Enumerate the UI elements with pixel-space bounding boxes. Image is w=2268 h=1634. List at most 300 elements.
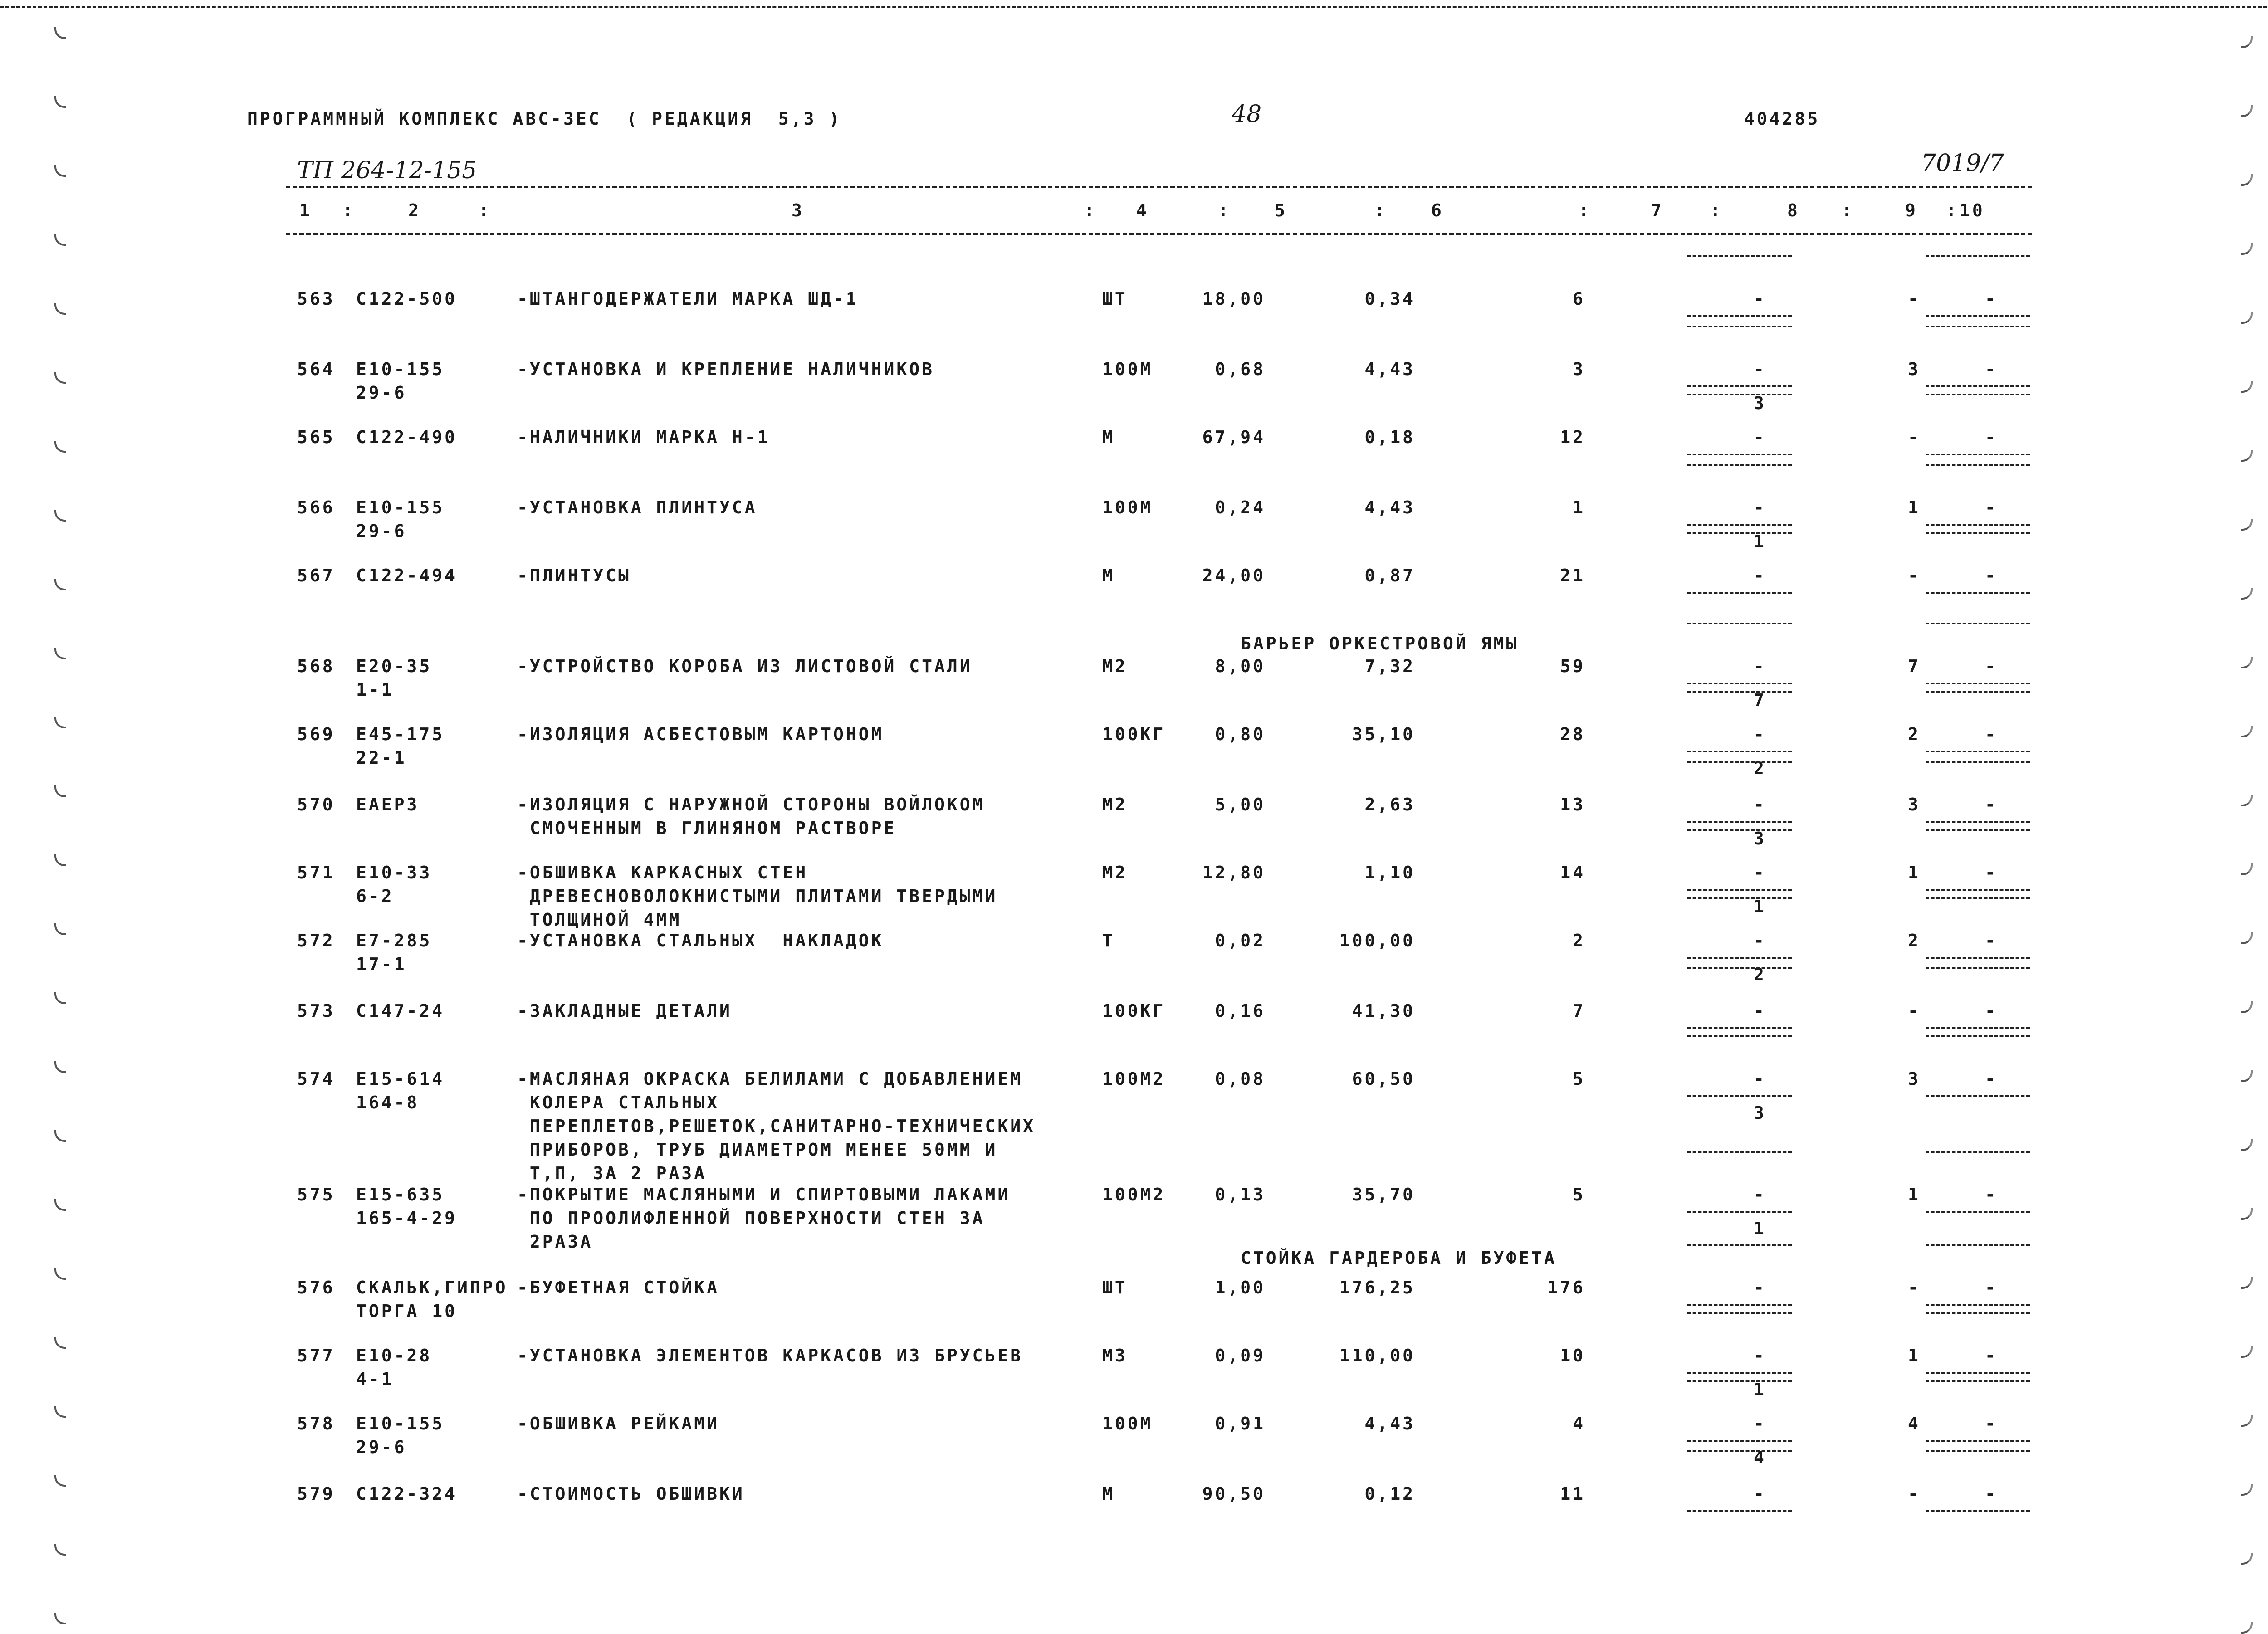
price-code-ref: 164-8: [356, 1093, 420, 1112]
work-description: -ШТАНГОДЕРЖАТЕЛИ МАРКА ШД-1: [517, 289, 859, 309]
perforation-mark: [2241, 1208, 2253, 1220]
quantity: 1,00: [1215, 1278, 1266, 1297]
price-code: Е10-155: [356, 1414, 445, 1434]
perforation-mark: [54, 785, 66, 797]
perforation-mark: [2241, 105, 2253, 117]
total-cost: 21: [1560, 566, 1585, 585]
col8-rule-top: [1687, 532, 1792, 534]
col8-rule: [1687, 889, 1792, 891]
total-cost: 5: [1573, 1069, 1585, 1089]
unit: ШТ: [1102, 289, 1128, 309]
column-separator: :: [1579, 200, 1591, 220]
unit: М: [1102, 1484, 1115, 1504]
work-description: -СТОИМОСТЬ ОБШИВКИ: [517, 1484, 745, 1504]
col9-value: 4: [1908, 1414, 1921, 1434]
work-description: -ИЗОЛЯЦИЯ АСБЕСТОВЫМ КАРТОНОМ: [517, 724, 884, 744]
total-cost: 7: [1573, 1001, 1585, 1021]
col10-rule-top: [1926, 1151, 2030, 1153]
col10-value: -: [1985, 1001, 1998, 1021]
col8-rule-top: [1687, 897, 1792, 899]
column-separator: :: [1084, 200, 1097, 220]
perforation-mark: [54, 1337, 66, 1349]
unit-price: 4,43: [1364, 1414, 1415, 1434]
col8-value: -: [1754, 1484, 1766, 1504]
top-border: [0, 6, 2268, 8]
col8-value: -: [1754, 289, 1766, 309]
work-description: -ПОКРЫТИЕ МАСЛЯНЫМИ И СПИРТОВЫМИ ЛАКАМИ: [517, 1185, 1011, 1205]
col10-rule-top: [1926, 897, 2030, 899]
perforation-mark: [54, 510, 66, 522]
col10-value: -: [1985, 427, 1998, 447]
col10-rule: [1926, 821, 2030, 823]
work-description: -ОБШИВКА РЕЙКАМИ: [517, 1414, 720, 1434]
unit: Т: [1102, 931, 1115, 951]
quantity: 18,00: [1202, 289, 1266, 309]
quantity: 67,94: [1202, 427, 1266, 447]
work-description: -ЗАКЛАДНЫЕ ДЕТАЛИ: [517, 1001, 732, 1021]
perforation-mark: [2241, 863, 2253, 875]
total-cost: 12: [1560, 427, 1585, 447]
perforation-mark: [54, 303, 66, 315]
work-description: -МАСЛЯНАЯ ОКРАСКА БЕЛИЛАМИ С ДОБАВЛЕНИЕМ: [517, 1069, 1023, 1089]
col10-rule-top: [1926, 967, 2030, 969]
column-number: 10: [1960, 200, 1985, 220]
col8-sub-value: 3: [1754, 829, 1766, 849]
perforation-mark: [2241, 1070, 2253, 1082]
perforation-mark: [2241, 243, 2253, 255]
work-description: -ОБШИВКА КАРКАСНЫХ СТЕН: [517, 863, 808, 883]
col8-rule-top: [1687, 691, 1792, 693]
unit: М2: [1102, 656, 1128, 676]
quantity: 0,08: [1215, 1069, 1266, 1089]
project-number: ТП 264-12-155: [297, 157, 477, 184]
unit-price: 0,12: [1364, 1484, 1415, 1504]
section-title: БАРЬЕР ОРКЕСТРОВОЙ ЯМЫ: [1241, 634, 1519, 654]
col8-sub-value: 3: [1754, 393, 1766, 413]
price-code: С147-24: [356, 1001, 445, 1021]
col8-sub-value: 3: [1754, 1103, 1766, 1123]
col10-rule-top: [1926, 623, 2030, 624]
work-description: -УСТАНОВКА И КРЕПЛЕНИЕ НАЛИЧНИКОВ: [517, 359, 934, 379]
column-number: 1: [299, 200, 312, 220]
work-description-cont: Т,П, ЗА 2 РАЗА: [517, 1163, 707, 1183]
price-code-ref: ТОРГА 10: [356, 1301, 458, 1321]
work-description: -ПЛИНТУСЫ: [517, 566, 631, 585]
unit: 100М2: [1102, 1185, 1166, 1205]
column-separator: :: [1710, 200, 1723, 220]
row-number: 577: [297, 1346, 335, 1366]
unit: М: [1102, 566, 1115, 585]
col8-value: -: [1754, 359, 1766, 379]
col9-value: 3: [1908, 1069, 1921, 1089]
perforation-mark: [54, 1613, 66, 1624]
row-number: 571: [297, 863, 335, 883]
col8-value: -: [1754, 1069, 1766, 1089]
col10-value: -: [1985, 1346, 1998, 1366]
col10-rule-top: [1926, 532, 2030, 534]
quantity: 0,09: [1215, 1346, 1266, 1366]
col8-rule: [1687, 1304, 1792, 1306]
work-description: -УСТАНОВКА ПЛИНТУСА: [517, 498, 758, 517]
work-description-cont: КОЛЕРА СТАЛЬНЫХ: [517, 1093, 720, 1112]
price-code-ref: 17-1: [356, 954, 407, 974]
row-number: 575: [297, 1185, 335, 1205]
perforation-mark: [54, 923, 66, 935]
col8-value: -: [1754, 566, 1766, 585]
perforation-mark: [2241, 588, 2253, 600]
work-description: -ИЗОЛЯЦИЯ С НАРУЖНОЙ СТОРОНЫ ВОЙЛОКОМ: [517, 795, 985, 815]
col8-rule: [1687, 751, 1792, 752]
quantity: 12,80: [1202, 863, 1266, 883]
col8-rule-top: [1687, 1380, 1792, 1382]
total-cost: 28: [1560, 724, 1585, 744]
col9-value: 2: [1908, 931, 1921, 951]
column-separator: :: [479, 200, 491, 220]
column-separator: :: [342, 200, 355, 220]
col10-value: -: [1985, 1185, 1998, 1205]
col10-rule: [1926, 1440, 2030, 1442]
perforation-mark: [2241, 1001, 2253, 1013]
unit: 100КГ: [1102, 1001, 1166, 1021]
col8-value: -: [1754, 724, 1766, 744]
col8-value: -: [1754, 656, 1766, 676]
unit: 100М: [1102, 1414, 1153, 1434]
total-cost: 176: [1547, 1278, 1585, 1297]
unit: 100М: [1102, 359, 1153, 379]
quantity: 0,68: [1215, 359, 1266, 379]
col8-rule-top: [1687, 1312, 1792, 1314]
col9-value: -: [1908, 566, 1921, 585]
col10-rule: [1926, 1027, 2030, 1029]
col8-rule: [1687, 592, 1792, 594]
price-code: С122-490: [356, 427, 458, 447]
col10-rule: [1926, 1095, 2030, 1097]
col10-value: -: [1985, 289, 1998, 309]
price-code: Е10-155: [356, 498, 445, 517]
perforation-mark: [54, 1406, 66, 1418]
total-cost: 3: [1573, 359, 1585, 379]
price-code: Е45-175: [356, 724, 445, 744]
col10-rule: [1926, 957, 2030, 959]
work-description-cont: ПРИБОРОВ, ТРУБ ДИАМЕТРОМ МЕНЕЕ 50ММ И: [517, 1140, 998, 1160]
column-separator: :: [1218, 200, 1231, 220]
perforation-mark: [54, 1475, 66, 1487]
total-cost: 14: [1560, 863, 1585, 883]
sheet-number: 7019/7: [1921, 150, 2004, 177]
col8-rule: [1687, 315, 1792, 317]
unit: ШТ: [1102, 1278, 1128, 1297]
col9-value: 1: [1908, 1185, 1921, 1205]
row-number: 579: [297, 1484, 335, 1504]
col10-value: -: [1985, 498, 1998, 517]
col9-value: -: [1908, 1278, 1921, 1297]
price-code-ref: 1-1: [356, 680, 394, 700]
perforation-mark: [54, 1199, 66, 1211]
column-number: 8: [1787, 200, 1800, 220]
col8-rule: [1687, 1211, 1792, 1213]
col10-value: -: [1985, 1414, 1998, 1434]
unit: 100М: [1102, 498, 1153, 517]
column-separator: :: [1842, 200, 1854, 220]
perforation-mark: [2241, 795, 2253, 806]
col8-value: -: [1754, 1001, 1766, 1021]
total-cost: 2: [1573, 931, 1585, 951]
col10-rule: [1926, 1372, 2030, 1374]
page-number: 48: [1232, 101, 1262, 128]
col10-rule-top: [1926, 394, 2030, 395]
perforation-mark: [2241, 1346, 2253, 1358]
total-cost: 13: [1560, 795, 1585, 815]
quantity: 24,00: [1202, 566, 1266, 585]
col8-sub-value: 1: [1754, 532, 1766, 551]
perforation-mark: [2241, 932, 2253, 944]
col10-rule-top: [1926, 1450, 2030, 1452]
price-code-ref: 29-6: [356, 1437, 407, 1457]
column-number: 7: [1651, 200, 1664, 220]
unit-price: 60,50: [1352, 1069, 1415, 1089]
perforation-mark: [2241, 36, 2253, 48]
col8-value: -: [1754, 1278, 1766, 1297]
price-code: С122-494: [356, 566, 458, 585]
col8-rule-top: [1687, 1244, 1792, 1246]
row-number: 567: [297, 566, 335, 585]
col8-rule-top: [1687, 967, 1792, 969]
col10-value: -: [1985, 795, 1998, 815]
row-number: 568: [297, 656, 335, 676]
perforation-mark: [2241, 1622, 2253, 1634]
work-description: -БУФЕТНАЯ СТОЙКА: [517, 1278, 720, 1297]
col8-rule-top: [1687, 326, 1792, 327]
total-cost: 11: [1560, 1484, 1585, 1504]
perforation-mark: [2241, 657, 2253, 668]
row-number: 574: [297, 1069, 335, 1089]
col9-value: 2: [1908, 724, 1921, 744]
col10-rule: [1926, 683, 2030, 684]
col8-value: -: [1754, 1185, 1766, 1205]
col10-rule: [1926, 1211, 2030, 1213]
price-code-ref: 29-6: [356, 383, 407, 403]
unit-price: 35,10: [1352, 724, 1415, 744]
col10-rule: [1926, 751, 2030, 752]
perforation-mark: [54, 992, 66, 1004]
perforation-mark: [2241, 519, 2253, 531]
price-code-ref: 6-2: [356, 886, 394, 906]
work-description-cont: ТОЛЩИНОЙ 4ММ: [517, 910, 682, 930]
perforation-mark: [2241, 1277, 2253, 1289]
price-code: Е10-155: [356, 359, 445, 379]
unit-price: 100,00: [1339, 931, 1415, 951]
col10-value: -: [1985, 1278, 1998, 1297]
col8-rule: [1687, 385, 1792, 387]
header-rule-top: [286, 186, 2032, 188]
col9-value: 3: [1908, 359, 1921, 379]
col8-rule: [1687, 1440, 1792, 1442]
col10-rule-top: [1926, 761, 2030, 763]
perforation-mark: [54, 579, 66, 590]
column-separator: :: [1374, 200, 1387, 220]
col8-value: -: [1754, 1414, 1766, 1434]
unit-price: 0,18: [1364, 427, 1415, 447]
price-code: Е15-614: [356, 1069, 445, 1089]
col8-rule-top: [1687, 829, 1792, 831]
col10-rule-top: [1926, 829, 2030, 831]
total-cost: 1: [1573, 498, 1585, 517]
quantity: 0,16: [1215, 1001, 1266, 1021]
quantity: 0,13: [1215, 1185, 1266, 1205]
perforation-mark: [54, 717, 66, 728]
perforation-mark: [54, 1061, 66, 1073]
work-description-cont: СМОЧЕННЫМ В ГЛИНЯНОМ РАСТВОРЕ: [517, 818, 897, 838]
row-number: 565: [297, 427, 335, 447]
quantity: 8,00: [1215, 656, 1266, 676]
row-number: 563: [297, 289, 335, 309]
col8-rule-top: [1687, 464, 1792, 466]
unit: М: [1102, 427, 1115, 447]
program-title: ПРОГРАММНЫЙ КОМПЛЕКС АВС-3ЕС ( РЕДАКЦИЯ 5,3 ): [247, 109, 842, 129]
price-code: С122-500: [356, 289, 458, 309]
perforation-mark: [54, 854, 66, 866]
price-code: Е10-28: [356, 1346, 432, 1366]
col10-value: -: [1985, 1069, 1998, 1089]
perforation-mark: [2241, 1484, 2253, 1496]
col10-rule: [1926, 1510, 2030, 1512]
col9-value: -: [1908, 427, 1921, 447]
price-code: Е15-635: [356, 1185, 445, 1205]
col8-rule-top: [1687, 1151, 1792, 1153]
perforation-mark: [54, 27, 66, 39]
row-number: 572: [297, 931, 335, 951]
perforation-mark: [54, 1268, 66, 1280]
price-code-ref: 165-4-29: [356, 1208, 458, 1228]
work-description: -НАЛИЧНИКИ МАРКА Н-1: [517, 427, 770, 447]
work-description: -УСТАНОВКА ЭЛЕМЕНТОВ КАРКАСОВ ИЗ БРУСЬЕВ: [517, 1346, 1023, 1366]
total-cost: 6: [1573, 289, 1585, 309]
row-number: 566: [297, 498, 335, 517]
perforation-mark: [54, 96, 66, 108]
col8-rule-top: [1687, 394, 1792, 395]
col10-rule-top: [1926, 1312, 2030, 1314]
unit-price: 41,30: [1352, 1001, 1415, 1021]
col8-sub-value: 2: [1754, 965, 1766, 985]
col8-sub-value: 7: [1754, 690, 1766, 710]
row-number: 569: [297, 724, 335, 744]
col10-value: -: [1985, 1484, 1998, 1504]
col8-value: -: [1754, 498, 1766, 517]
col10-value: -: [1985, 931, 1998, 951]
quantity: 0,02: [1215, 931, 1266, 951]
col8-value: -: [1754, 1346, 1766, 1366]
column-separator: :: [1946, 200, 1959, 220]
col8-rule: [1687, 1095, 1792, 1097]
col9-value: 1: [1908, 1346, 1921, 1366]
col10-value: -: [1985, 566, 1998, 585]
perforation-mark: [54, 372, 66, 384]
col8-sub-value: 4: [1754, 1448, 1766, 1468]
column-number: 9: [1905, 200, 1918, 220]
price-code-ref: 22-1: [356, 748, 407, 768]
col10-rule-top: [1926, 1380, 2030, 1382]
row-number: 564: [297, 359, 335, 379]
price-code: Е7-285: [356, 931, 432, 951]
col10-value: -: [1985, 656, 1998, 676]
col9-value: 1: [1908, 863, 1921, 883]
col8-rule: [1687, 821, 1792, 823]
col10-value: -: [1985, 724, 1998, 744]
col8-rule-top: [1687, 1450, 1792, 1452]
perforation-mark: [2241, 450, 2253, 462]
col8-rule: [1687, 1510, 1792, 1512]
col8-rule-top: [1687, 1035, 1792, 1037]
col9-value: -: [1908, 289, 1921, 309]
col10-rule: [1926, 524, 2030, 526]
column-number: 3: [792, 200, 804, 220]
col8-value: -: [1754, 931, 1766, 951]
col10-value: -: [1985, 359, 1998, 379]
col8-rule-top: [1687, 255, 1792, 257]
quantity: 0,80: [1215, 724, 1266, 744]
column-number: 4: [1136, 200, 1149, 220]
col10-rule-top: [1926, 326, 2030, 327]
row-number: 570: [297, 795, 335, 815]
unit-price: 1,10: [1364, 863, 1415, 883]
col10-rule-top: [1926, 691, 2030, 693]
perforation-mark: [54, 1130, 66, 1142]
col10-rule-top: [1926, 464, 2030, 466]
section-title: СТОЙКА ГАРДЕРОБА И БУФЕТА: [1241, 1248, 1557, 1268]
perforation-mark: [54, 441, 66, 453]
perforation-mark: [2241, 1139, 2253, 1151]
perforation-mark: [54, 234, 66, 246]
col9-value: -: [1908, 1484, 1921, 1504]
column-number: 2: [408, 200, 421, 220]
col10-rule-top: [1926, 1035, 2030, 1037]
col8-rule-top: [1687, 761, 1792, 763]
perforation-mark: [2241, 381, 2253, 393]
unit: М2: [1102, 863, 1128, 883]
perforation-mark: [54, 648, 66, 659]
price-code-ref: 29-6: [356, 521, 407, 541]
perforation-mark: [54, 1544, 66, 1556]
col10-rule: [1926, 592, 2030, 594]
col8-rule: [1687, 683, 1792, 684]
unit-price: 176,25: [1339, 1278, 1415, 1297]
unit-price: 4,43: [1364, 359, 1415, 379]
col8-rule: [1687, 1027, 1792, 1029]
work-description-cont: ПЕРЕПЛЕТОВ,РЕШЕТОК,САНИТАРНО-ТЕХНИЧЕСКИХ: [517, 1116, 1036, 1136]
perforation-mark: [2241, 174, 2253, 186]
unit-price: 7,32: [1364, 656, 1415, 676]
quantity: 90,50: [1202, 1484, 1266, 1504]
col8-rule: [1687, 957, 1792, 959]
unit-price: 35,70: [1352, 1185, 1415, 1205]
col10-rule: [1926, 889, 2030, 891]
unit: 100КГ: [1102, 724, 1166, 744]
unit: М2: [1102, 795, 1128, 815]
column-number: 6: [1431, 200, 1444, 220]
total-cost: 5: [1573, 1185, 1585, 1205]
col8-value: -: [1754, 795, 1766, 815]
perforation-mark: [2241, 1415, 2253, 1427]
col8-value: -: [1754, 427, 1766, 447]
unit-price: 4,43: [1364, 498, 1415, 517]
col8-rule: [1687, 1372, 1792, 1374]
col10-rule-top: [1926, 1244, 2030, 1246]
total-cost: 10: [1560, 1346, 1585, 1366]
total-cost: 59: [1560, 656, 1585, 676]
row-number: 576: [297, 1278, 335, 1297]
col10-rule: [1926, 385, 2030, 387]
work-description-cont: 2РАЗА: [517, 1232, 593, 1252]
